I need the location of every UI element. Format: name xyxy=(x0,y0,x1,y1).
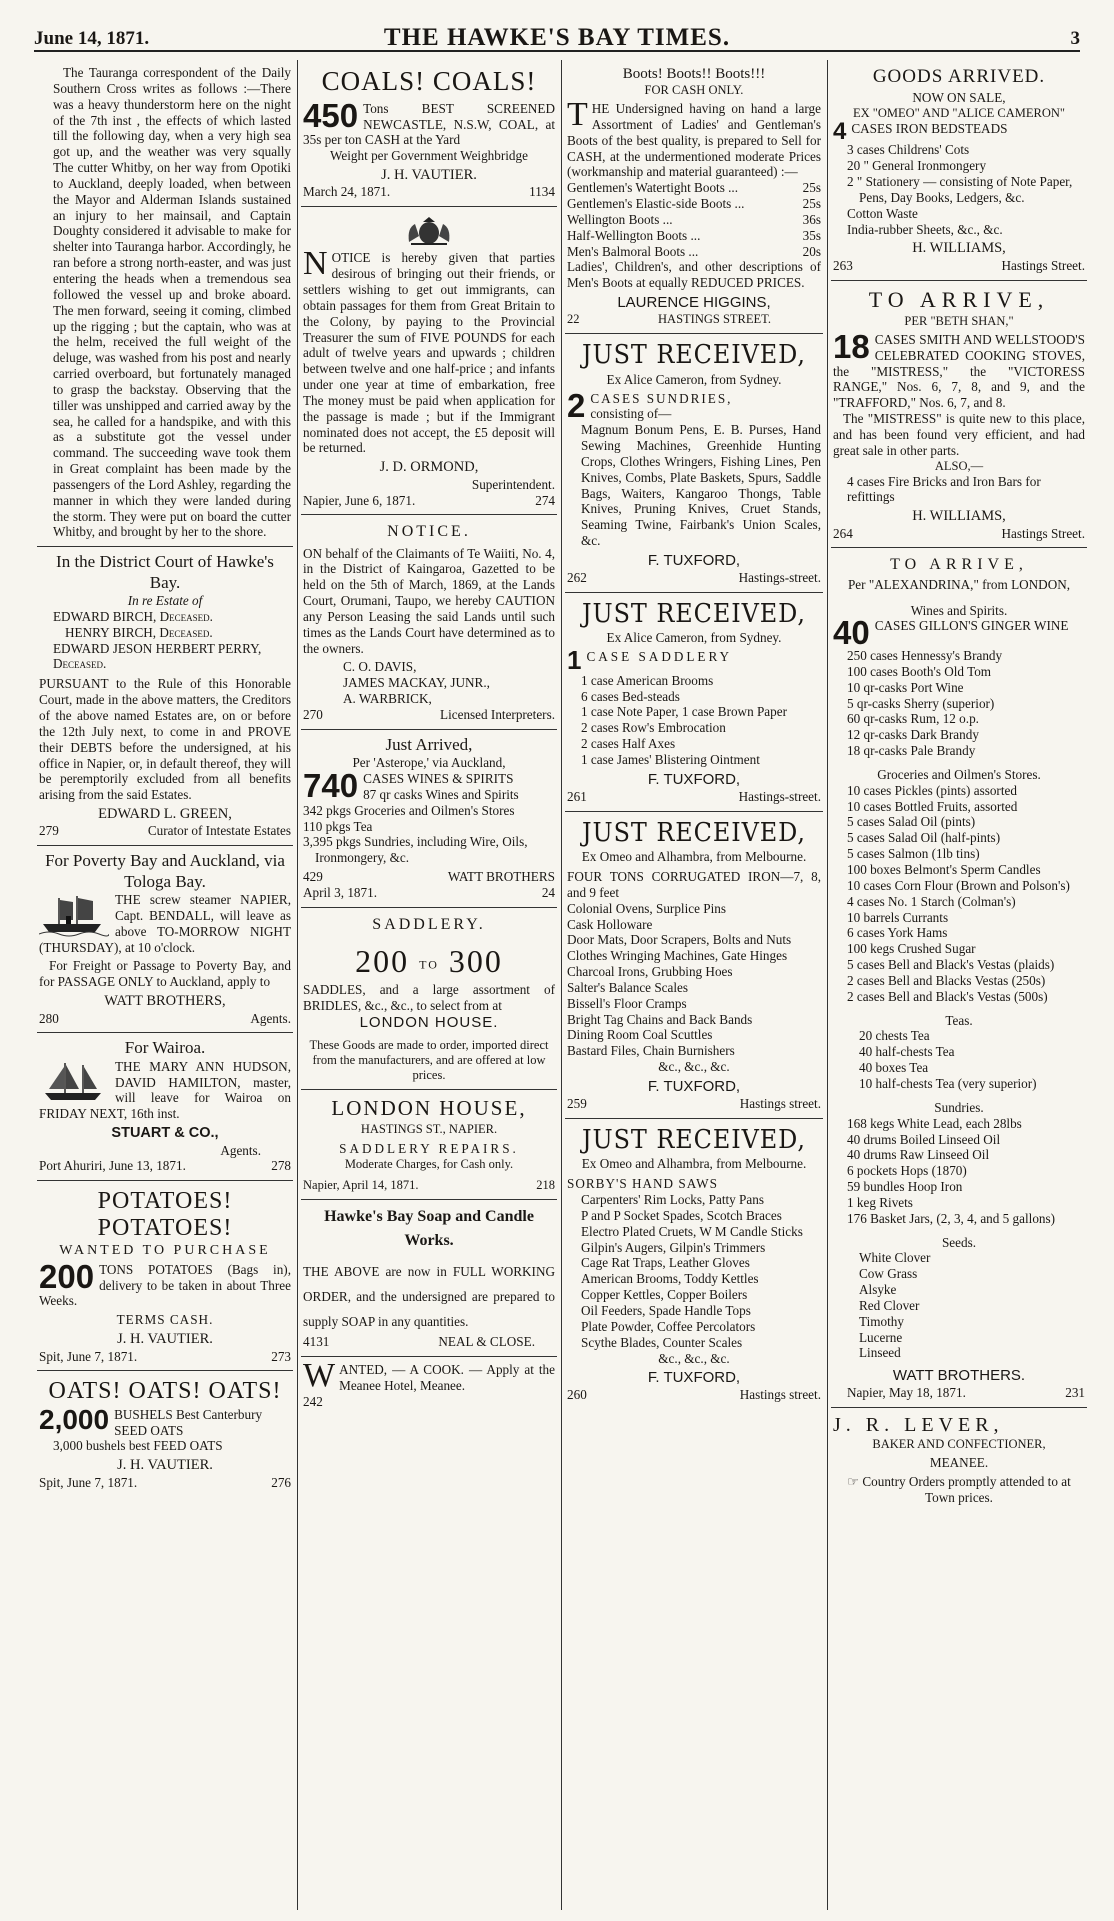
list-item: 168 kegs White Lead, each 28lbs xyxy=(847,1115,1022,1131)
list-item: 10 cases Pickles (pints) assorted xyxy=(847,782,1017,798)
range-separator: TO xyxy=(419,957,439,972)
list-item: 40 drums Boiled Linseed Oil xyxy=(847,1131,1001,1147)
ad-date: Napier, April 14, 1871. xyxy=(303,1178,419,1192)
ad-subhead: Ex Alice Cameron, from Sydney. xyxy=(606,371,782,387)
list-item: 6 cases York Hams xyxy=(847,925,948,941)
signature: NEAL & CLOSE. xyxy=(438,1334,535,1350)
sundries-list xyxy=(833,1116,1085,1227)
ad-number: 218 xyxy=(536,1178,555,1192)
item-name: Half-Wellington Boots ... xyxy=(567,227,701,243)
signature: H. WILLIAMS, xyxy=(912,508,1006,525)
signature: WATT BROTHERS xyxy=(447,869,555,885)
list-item: CASES IRON BEDSTEADS xyxy=(851,120,1008,136)
ad-body-2: Weight per Government Weighbridge xyxy=(330,148,528,164)
price-row xyxy=(567,228,821,244)
quantity: 2 xyxy=(567,386,586,424)
list-item: American Brooms, Toddy Kettles xyxy=(581,1271,759,1287)
signature: WATT BROTHERS, xyxy=(104,993,226,1010)
list-item: 40 boxes Tea xyxy=(859,1060,929,1076)
quantity: 450 xyxy=(303,96,359,134)
list-item: 20 chests Tea xyxy=(859,1028,930,1044)
shipping-body: THE screw steamer NAPIER, Capt. BENDALL, will leave as above TO-MORROW NIGHT (THURSDAY), at 10 o'clock. xyxy=(39,892,291,955)
list-item: 10 barrels Currants xyxy=(847,909,949,925)
ad-headline: JUST RECEIVED, xyxy=(582,598,806,629)
lands-notice xyxy=(301,515,557,729)
goods-list xyxy=(567,673,821,768)
wines-list xyxy=(833,648,1085,759)
list-item: 1 keg Rivets xyxy=(847,1194,913,1210)
column-4 xyxy=(828,60,1090,1910)
name-1: EDWARD BIRCH, Deceased. xyxy=(53,608,213,624)
list-item: 3,395 pkgs Sundries, including Wire, Oils, Ironmongery, &c. xyxy=(303,834,528,866)
list-item: 176 Basket Jars, (2, 3, 4, and 5 gallons) xyxy=(847,1210,1056,1226)
just-received-ad-1 xyxy=(565,334,823,593)
list-item: 12 qr-casks Dark Brandy xyxy=(847,727,979,743)
poverty-bay-shipping xyxy=(37,846,293,1033)
section-heading: Teas. xyxy=(945,1012,973,1028)
potatoes-ad xyxy=(37,1181,293,1371)
ad-subhead: Ex Omeo and Alhambra, from Melbourne. xyxy=(581,1156,807,1172)
list-item: 100 boxes Belmont's Sperm Candles xyxy=(847,862,1041,878)
list-item: India-rubber Sheets, &c., &c. xyxy=(847,221,1003,237)
ad-headline: POTATOES! POTATOES! xyxy=(97,1188,233,1241)
list-item: Scythe Blades, Counter Scales xyxy=(581,1334,743,1350)
ad-body-2: 3,000 bushels best FEED OATS xyxy=(53,1438,223,1454)
coals-ad xyxy=(301,60,557,207)
ad-date: Napier, June 6, 1871. xyxy=(303,492,416,508)
item-name: Gentlemen's Elastic-side Boots ... xyxy=(567,196,745,212)
ad-number: 280 xyxy=(39,1010,59,1026)
to-arrive-watt-ad xyxy=(831,548,1087,1408)
ad-number: 276 xyxy=(271,1474,291,1490)
quantity: 1 xyxy=(567,645,582,676)
item-name: Wellington Boots ... xyxy=(567,211,673,227)
ad-number: 264 xyxy=(833,525,853,541)
list-item: Charcoal Irons, Grubbing Hoes xyxy=(567,964,733,980)
also-label: ALSO,— xyxy=(934,458,984,473)
shop-address: Hastings street. xyxy=(739,1387,821,1403)
list-item: Salter's Balance Scales xyxy=(567,979,689,995)
ad-body: ANTED, — A COOK. — Apply at the Meanee Hotel, Meanee. xyxy=(339,1362,555,1393)
ad-date: Spit, June 7, 1871. xyxy=(39,1348,138,1364)
notice-title: NOTICE. xyxy=(387,523,471,541)
ad-body: Moderate Charges, for Cash only. xyxy=(344,1157,514,1171)
ad-line-1: CASES WINES & SPIRITS xyxy=(363,771,514,787)
schooner-icon xyxy=(39,1059,109,1105)
drop-cap: T xyxy=(567,96,588,133)
item-price: 36s xyxy=(802,211,821,227)
list-item: 18 qr-casks Pale Brandy xyxy=(847,743,976,759)
ad-headline: JUST RECEIVED, xyxy=(582,1124,806,1155)
royal-crest-icon xyxy=(405,216,453,246)
goods-arrived-ad xyxy=(831,60,1087,281)
ad-headline: SADDLERY. xyxy=(372,915,486,933)
lever-bakery-ad xyxy=(831,1408,1087,1512)
teas-list xyxy=(833,1028,1085,1091)
signature: J. D. ORMOND, xyxy=(379,459,479,476)
ad-body-2: Ladies', Children's, and other descriptions of Men's Boots at equally REDUCED PRICES. xyxy=(567,259,821,291)
quantity: 40 xyxy=(833,614,870,652)
list-item: 59 bundles Hoop Iron xyxy=(847,1179,963,1195)
shipping-title: For Wairoa. xyxy=(124,1038,206,1058)
shop-address: Hastings Street. xyxy=(1001,525,1085,541)
ad-body-2: The "MISTRESS" is quite new to this place, and has been found very efficient, and had great sale in other parts. xyxy=(833,411,1085,458)
notice-body: OTICE is hereby given that parties desirous of bringing out their friends, or settlers wishing to get out immigrants, can obtain passages for them from Great Britain to the Colony, by paying to the Provincial Treasurer the sum of FIVE POUNDS for each adult of twelve years and upwards ; children between twelve and one half-price ; and infants under one year at time of embarkation, free The money must be paid when application for the passage is made ; but if the Immigrant nominated does not accept, the £5 deposit will be returned. xyxy=(303,250,555,456)
ad-number: 278 xyxy=(271,1158,291,1174)
price-row xyxy=(567,212,821,228)
ad-number: 270 xyxy=(303,706,323,722)
signatory-role: Superintendent. xyxy=(471,476,555,492)
etcetera: &c., &c., &c. xyxy=(658,1350,730,1366)
signature: EDWARD L. GREEN, xyxy=(98,806,232,823)
ad-body-3: 4 cases Fire Bricks and Iron Bars for refittings xyxy=(847,473,1041,505)
ad-headline: Boots! Boots!! Boots!!! xyxy=(622,66,766,82)
list-item: 10 cases Corn Flour (Brown and Polson's) xyxy=(847,877,1070,893)
list-item: 6 pockets Hops (1870) xyxy=(847,1163,967,1179)
ad-body: CASES SMITH AND WELLSTOOD'S CELEBRATED COOKING STOVES, the "MISTRESS," the "VICTORESS RANGE," Nos. 6, 7, 8, and 9, and the "TRAFFORD," Nos. 6, 7, and 8. xyxy=(833,331,1085,411)
notice-subtitle: In re Estate of xyxy=(127,593,203,609)
ad-number: 260 xyxy=(567,1387,587,1403)
ad-subhead: WANTED TO PURCHASE xyxy=(59,1243,271,1258)
ad-headline: Hawke's Bay Soap and Candle Works. xyxy=(324,1208,534,1249)
signatory-role: Agents. xyxy=(220,1142,261,1158)
ad-subhead: PER "BETH SHAN," xyxy=(904,313,1014,328)
signatory-role: Agents. xyxy=(250,1010,291,1026)
ad-number: 4131 xyxy=(303,1334,330,1350)
shop-address: Hastings-street. xyxy=(738,570,821,585)
notice-title: In the District Court of Hawke's Bay. xyxy=(56,552,274,592)
list-item: P and P Socket Spades, Scotch Braces xyxy=(581,1207,782,1223)
ad-line-2: 87 qr casks Wines and Spirits xyxy=(363,786,519,802)
shop-address: Hastings street. xyxy=(739,1095,821,1111)
range-to: 300 xyxy=(448,942,503,979)
location: MEANEE. xyxy=(929,1455,989,1471)
list-item: Copper Kettles, Copper Boilers xyxy=(581,1287,748,1303)
section-heading: Seeds. xyxy=(941,1234,977,1250)
ad-body: Country Orders promptly attended to at Town prices. xyxy=(862,1474,1071,1505)
quantity: 200 xyxy=(39,1257,95,1295)
name-2: HENRY BIRCH, Deceased. xyxy=(65,624,213,640)
list-item: Carpenters' Rim Locks, Patty Pans xyxy=(581,1192,764,1208)
ad-headline: JUST RECEIVED, xyxy=(582,340,806,371)
signature: H. WILLIAMS, xyxy=(912,240,1006,257)
signature: F. TUXFORD, xyxy=(647,552,741,569)
list-item: Linseed xyxy=(859,1345,901,1361)
list-item: Cotton Waste xyxy=(847,205,918,221)
terms: TERMS CASH. xyxy=(116,1312,214,1328)
london-house-ad xyxy=(301,1090,557,1200)
ad-number: 274 xyxy=(535,492,555,508)
cook-wanted-ad xyxy=(301,1357,557,1416)
ad-number: 1134 xyxy=(529,184,555,200)
quantity: 18 xyxy=(833,327,870,365)
list-item: 20 " General Ironmongery xyxy=(847,158,987,174)
list-item: 2 cases Half Axes xyxy=(581,736,676,752)
ad-number: 259 xyxy=(567,1095,587,1111)
shop-address: HASTINGS STREET. xyxy=(658,312,771,327)
list-item: 3 cases Childrens' Cots xyxy=(847,142,970,158)
ad-body: HE Undersigned having on hand a large Assortment of Ladies' and Gentleman's Boots of the best quality, is prepared to Sell for CASH, at the undermentioned moderate Prices (workmanship and material guaranteed) :— xyxy=(567,101,821,180)
signature-3: A. WARBRICK, xyxy=(343,691,432,707)
ad-number: 279 xyxy=(39,823,59,839)
shipping-body: THE MARY ANN HUDSON, DAVID HAMILTON, master, will leave for Wairoa on FRIDAY NEXT, 16th inst. xyxy=(39,1058,291,1122)
shipping-body-2: For Freight or Passage to Poverty Bay, and for PASSAGE ONLY to Auckland, apply to xyxy=(39,958,291,990)
list-item: Plate Powder, Coffee Percolators xyxy=(581,1318,756,1334)
section-heading: Wines and Spirits. xyxy=(910,602,1008,618)
just-received-ad-2 xyxy=(565,593,823,812)
shop-address: HASTINGS ST., NAPIER. xyxy=(360,1122,498,1137)
list-item: 2 " Stationery — consisting of Note Paper, Pens, Day Books, Ledgers, &c. xyxy=(847,174,1073,205)
item-price: 25s xyxy=(802,180,821,196)
ad-body: Magnum Bonum Pens, E. B. Purses, Hand Sewing Machines, Greenhide Hunting Crops, Clothes Wringers, Fishing Lines, Pen Knives, Combs, Plate Baskets, Spurs, Saddle Bags, Waiters, Kangaroo Thongs, Table Knives, Pruning Knives, Cruet Stands, Seaming Twine, Fairbank's Union Scales, &c. xyxy=(581,422,821,549)
ad-number: 262 xyxy=(567,570,587,585)
ad-subhead: Ex Omeo and Alhambra, from Melbourne. xyxy=(581,849,807,865)
ad-headline: J. R. LEVER, xyxy=(833,1414,1004,1437)
list-item: White Clover xyxy=(859,1250,931,1266)
price-row xyxy=(567,244,821,260)
list-item: 100 cases Booth's Old Tom xyxy=(847,663,992,679)
list-item: Bright Tag Chains and Back Bands xyxy=(567,1011,753,1027)
price-row xyxy=(567,180,821,196)
list-item: 1 case James' Blistering Ointment xyxy=(581,751,760,767)
signatory-role: Curator of Intestate Estates xyxy=(147,823,291,839)
court-notice xyxy=(37,547,293,846)
ad-lead: CASES GILLON'S GINGER WINE xyxy=(874,618,1069,634)
ad-date: Spit, June 7, 1871. xyxy=(39,1474,138,1490)
article-text: The Tauranga correspondent of the Daily Southern Cross writes as follows :—There was a heavy thunderstorm here on the night of the 7th inst , the effects of which lasted till the following day, when a very high sea got up, and the weather was very squally The cutter Whitby, on her way from Opotiki to Auckland, deeply loaded, when between the Mayor and Alderman Islands sustained an injury to her mainsail, and Captain Doughty considered it advisable to make for shelter into Tauranga harbor. Accordingly, he ran before a strong north-easter, and was just entering the heads when a tremendous sea followed the vessel up and broke aboard. The men forward, seeing it coming, climbed up the rigging ; but the captain, who was at the helm, received the full weight of the deluge, was washed from his post and nearly carried overboard, but fortunately managed to grasp the backstay. Observing that the tiller was unshipped and carried away by the sea, he called for a handspike, and with this as a substitute got the vessel under command. The succeeding wave took them in Great complaint has been made by the passengers of the Lord Ashley, regarding the manner in which they were landed during the storm. They were put on board the cutter Whitby, and brought by her to the shore. xyxy=(53,65,291,540)
signature-1: C. O. DAVIS, xyxy=(343,659,417,675)
soap-works-ad xyxy=(301,1200,557,1357)
ad-headline: Just Arrived, xyxy=(385,734,473,754)
column-2 xyxy=(298,60,560,1910)
signature: J. H. VAUTIER. xyxy=(117,1331,213,1348)
signature: F. TUXFORD, xyxy=(647,1077,741,1095)
quantity: 740 xyxy=(303,767,359,805)
list-item: 4 cases No. 1 Starch (Colman's) xyxy=(847,893,1016,909)
list-item: Cow Grass xyxy=(859,1266,918,1282)
list-item: Cage Rat Traps, Leather Gloves xyxy=(581,1255,750,1271)
saddlery-ad xyxy=(301,908,557,1090)
seeds-list xyxy=(833,1250,1085,1361)
ad-body: THE ABOVE are now in FULL WORKING ORDER, and the undersigned are prepared to supply SOAP in any quantities. xyxy=(303,1264,555,1330)
list-item: Door Mats, Door Scrapers, Bolts and Nuts xyxy=(567,932,792,948)
list-item: Bastard Files, Chain Burnishers xyxy=(567,1043,735,1059)
list-item: 5 cases Salad Oil (pints) xyxy=(847,814,976,830)
list-item: Dining Room Coal Scuttles xyxy=(567,1027,713,1043)
list-item: 250 cases Hennessy's Brandy xyxy=(847,648,1003,664)
drop-cap: N xyxy=(303,245,328,283)
ad-date: April 3, 1871. xyxy=(303,884,377,900)
ad-headline: TO ARRIVE, xyxy=(890,556,1028,574)
shop-name: LONDON HOUSE. xyxy=(359,1014,499,1032)
immigration-notice xyxy=(301,207,557,515)
list-item: Electro Plated Cruets, W M Candle Sticks xyxy=(581,1223,803,1239)
signature: J. H. VAUTIER. xyxy=(117,1457,213,1474)
tauranga-article xyxy=(37,60,293,547)
list-item: Gilpin's Augers, Gilpin's Trimmers xyxy=(581,1239,766,1255)
ad-number: 273 xyxy=(271,1348,291,1364)
shipping-title: For Poverty Bay and Auckland, via Tologa Bay. xyxy=(45,851,285,891)
item-name: Gentlemen's Watertight Boots ... xyxy=(567,180,739,196)
ad-lead: SORBY'S HAND SAWS xyxy=(567,1176,718,1192)
ad-headline: OATS! OATS! OATS! xyxy=(48,1378,282,1405)
list-item: 2 cases Bell and Black's Vestas (500s) xyxy=(847,988,1048,1004)
ad-headline: JUST RECEIVED, xyxy=(582,817,806,848)
ad-number: 231 xyxy=(1065,1385,1085,1401)
drop-cap: W xyxy=(303,1357,336,1395)
ad-body: TONS POTATOES (Bags in), delivery to be taken in about Three Weeks. xyxy=(39,1261,291,1309)
issue-date: June 14, 1871. xyxy=(34,28,150,49)
ad-number: 22 xyxy=(567,312,580,327)
list-item: 10 qr-casks Port Wine xyxy=(847,679,964,695)
pointing-hand-icon: ☞ xyxy=(847,1474,863,1490)
ad-date: Port Ahuriri, June 13, 1871. xyxy=(39,1158,186,1174)
ad-number: 263 xyxy=(833,257,853,273)
ad-date: March 24, 1871. xyxy=(303,184,391,200)
quantity: 2,000 xyxy=(39,1403,110,1435)
oats-ad xyxy=(37,1371,293,1496)
column-3 xyxy=(562,60,826,1910)
ad-body: SADDLES, and a large assortment of BRIDLES, &c., &c., to select from at xyxy=(303,982,555,1014)
goods-list xyxy=(833,142,1085,237)
ad-subhead: SADDLERY REPAIRS. xyxy=(339,1141,519,1157)
list-item: Red Clover xyxy=(859,1297,920,1313)
ad-headline: GOODS ARRIVED. xyxy=(872,66,1046,87)
list-item: 342 pkgs Groceries and Oilmen's Stores xyxy=(303,802,515,818)
masthead xyxy=(34,8,1080,52)
ad-subhead: NOW ON SALE, xyxy=(912,89,1006,105)
list-item: Cask Holloware xyxy=(567,916,653,932)
item-price: 20s xyxy=(802,243,821,259)
ad-subhead: Per 'Asterope,' via Auckland, xyxy=(352,755,506,771)
signature-2: JAMES MACKAY, JUNR., xyxy=(343,675,490,691)
list-item: 2 cases Row's Embrocation xyxy=(581,720,726,736)
price-list xyxy=(567,180,821,259)
list-item: 2 cases Bell and Blacks Vestas (250s) xyxy=(847,972,1046,988)
ad-headline: TO ARRIVE, xyxy=(868,286,1050,312)
list-item: 5 cases Salmon (1lb tins) xyxy=(847,846,980,862)
ad-subhead: Ex Alice Cameron, from Sydney. xyxy=(606,630,782,646)
shop-address: Hastings Street. xyxy=(1001,257,1085,273)
range-from: 200 xyxy=(355,942,410,979)
item-price: 35s xyxy=(802,227,821,243)
steamship-icon xyxy=(39,892,109,938)
list-item: 1 case American Brooms xyxy=(581,672,714,688)
price-row xyxy=(567,196,821,212)
list-item: Alsyke xyxy=(859,1282,897,1298)
list-item: Oil Feeders, Spade Handle Tops xyxy=(581,1303,751,1319)
list-item: Bissell's Floor Cramps xyxy=(567,995,687,1011)
just-received-ad-4 xyxy=(565,1119,823,1409)
ad-body: Tons BEST SCREENED NEWCASTLE, N.S.W, COAL, at 35s per ton CASH at the Yard xyxy=(303,100,555,148)
list-item: 5 qr-casks Sherry (superior) xyxy=(847,695,995,711)
ad-number: 242 xyxy=(303,1393,323,1409)
list-item: 60 qr-casks Rum, 12 o.p. xyxy=(847,711,979,727)
ad-line-1: CASES SUNDRIES, xyxy=(590,390,733,406)
ad-body-2: These Goods are made to order, imported direct from the manufacturers, and are offered at low prices. xyxy=(309,1038,549,1083)
quantity: 4 xyxy=(833,117,847,145)
notice-body: ON behalf of the Claimants of Te Waiiti, No. 4, in the District of Kaingaroa, Gazetted to be held on the 5th of March, 1869, at the Lands Court, Orumani, Taupo, we hereby CAUTION any Person Leasing the said Lands until such times as the Lands Court have determined as to the owners. xyxy=(303,545,555,656)
ad-body: BUSHELS Best Canterbury SEED OATS xyxy=(114,1406,263,1438)
ad-number: 261 xyxy=(567,788,587,804)
just-arrived-ad xyxy=(301,730,557,908)
ad-number: 429 xyxy=(303,869,323,885)
goods-list xyxy=(567,1192,821,1350)
wairoa-shipping xyxy=(37,1033,293,1181)
list-item: Lucerne xyxy=(859,1329,903,1345)
signatory-role: Licensed Interpreters. xyxy=(440,706,555,722)
ad-line-2: consisting of— xyxy=(590,406,672,422)
just-received-ad-3 xyxy=(565,812,823,1119)
list-item: 6 cases Bed-steads xyxy=(581,688,680,704)
ad-headline: LONDON HOUSE, xyxy=(331,1096,527,1121)
ad-headline: COALS! COALS! xyxy=(321,66,537,96)
column-1 xyxy=(34,60,296,1910)
boots-ad xyxy=(565,60,823,334)
section-heading: Sundries. xyxy=(934,1099,984,1115)
list-item: Clothes Wringing Machines, Gate Hinges xyxy=(567,948,788,964)
signature: J. H. VAUTIER. xyxy=(381,167,477,184)
section-heading: Groceries and Oilmen's Stores. xyxy=(877,766,1041,782)
signature: STUART & CO., xyxy=(111,1125,219,1142)
newspaper-title: THE HAWKE'S BAY TIMES. xyxy=(383,24,731,51)
list-item: 1 case Note Paper, 1 case Brown Paper xyxy=(581,704,788,720)
ad-line-1: CASE SADDLERY xyxy=(586,649,733,665)
etcetera: &c., &c., &c. xyxy=(658,1059,730,1075)
shop-address: Hastings-street. xyxy=(738,788,821,804)
signature: WATT BROTHERS. xyxy=(892,1367,1026,1385)
signature: F. TUXFORD, xyxy=(647,770,741,788)
item-name: Men's Balmoral Boots ... xyxy=(567,243,699,259)
list-item: 40 half-chests Tea xyxy=(859,1044,955,1060)
list-item: Colonial Ovens, Surplice Pins xyxy=(567,900,726,916)
ad-lead: FOUR TONS CORRUGATED IRON—7, 8, and 9 feet xyxy=(567,869,821,900)
trade: BAKER AND CONFECTIONER, xyxy=(872,1437,1046,1452)
list-item: 5 cases Salad Oil (half-pints) xyxy=(847,830,1001,846)
list-item: 110 pkgs Tea xyxy=(303,818,373,834)
page-number: 3 xyxy=(1070,28,1080,49)
list-item: 10 half-chests Tea (very superior) xyxy=(859,1075,1037,1091)
to-arrive-stoves-ad xyxy=(831,281,1087,549)
list-item: 40 drums Raw Linseed Oil xyxy=(847,1147,990,1163)
ad-number-2: 24 xyxy=(541,884,555,900)
ship-names: EX "OMEO" AND "ALICE CAMERON" xyxy=(852,105,1066,120)
signature: LAURENCE HIGGINS, xyxy=(617,294,771,312)
signature: F. TUXFORD, xyxy=(647,1369,741,1387)
list-item: 5 cases Bell and Black's Vestas (plaids) xyxy=(847,957,1055,973)
list-item: 10 cases Bottled Fruits, assorted xyxy=(847,798,1018,814)
list-item: Timothy xyxy=(859,1313,904,1329)
ad-subhead: Per "ALEXANDRINA," from LONDON, xyxy=(847,576,1071,592)
name-3: EDWARD JESON HERBERT PERRY, Deceased. xyxy=(53,640,262,672)
ad-subhead: FOR CASH ONLY. xyxy=(644,83,744,97)
ad-date: Napier, May 18, 1871. xyxy=(847,1385,966,1401)
goods-list xyxy=(567,901,821,1059)
list-item: 100 kegs Crushed Sugar xyxy=(847,941,976,957)
notice-body: PURSUANT to the Rule of this Honorable Court, made in the above matters, the Creditors of the above named Estates are, on or before the 12th July next, to come in and PROVE their DEBTS before the undersigned, at his office in Napier, or, in default thereof, they will be peremptorily excluded from all benefits arising from the said Estates. xyxy=(39,676,291,803)
groceries-list xyxy=(833,783,1085,1005)
item-price: 25s xyxy=(802,196,821,212)
